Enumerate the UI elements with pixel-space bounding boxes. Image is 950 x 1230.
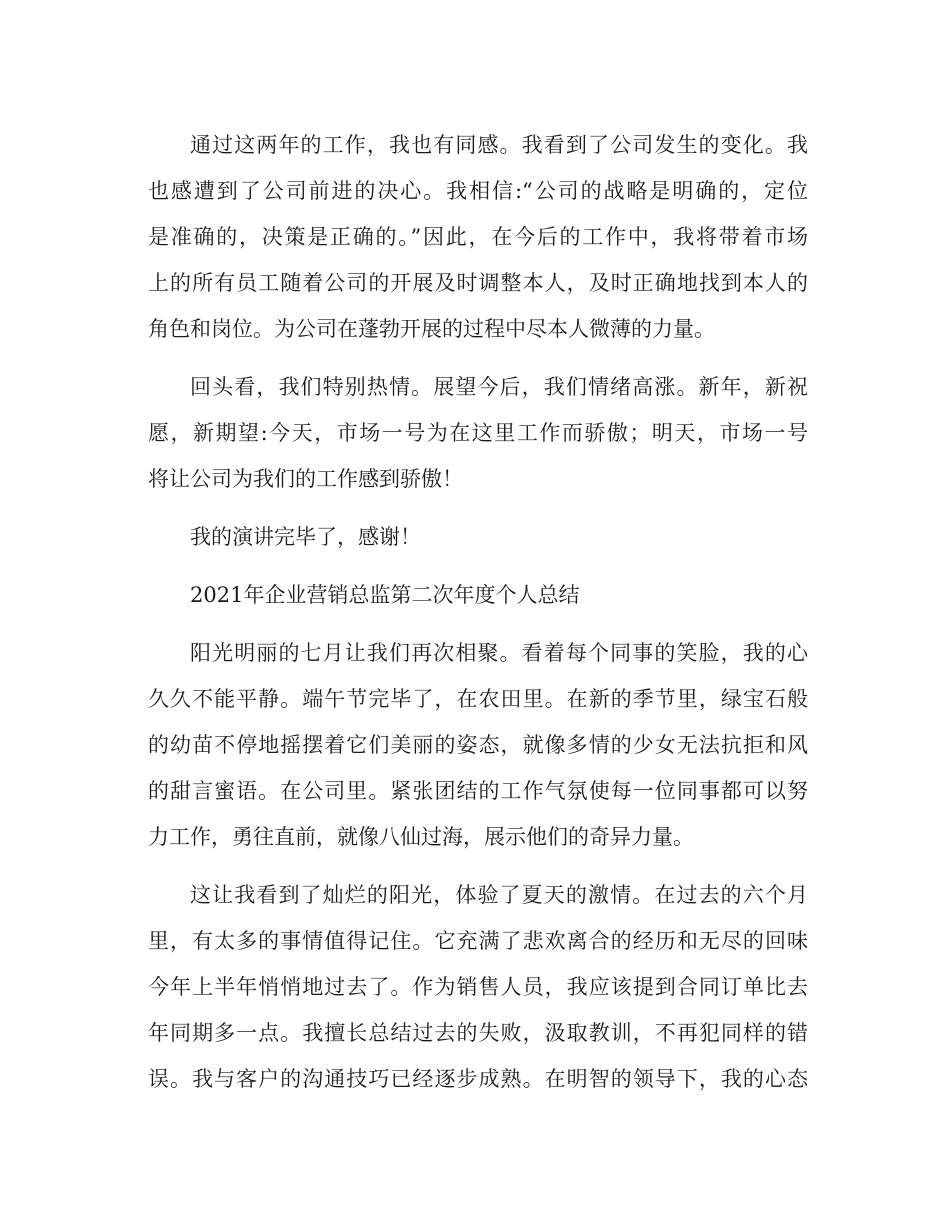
text-line: 里，有太多的事情值得记住。它充满了悲欢离合的经历和无尽的回味 [148,929,808,953]
text-line: 上的所有员工随着公司的开展及时调整本人，及时正确地找到本人的 [148,271,808,295]
text-line: 愿，新期望:今天，市场一号为在这里工作而骄傲；明天，市场一号 [148,421,808,445]
text-line: 是准确的，决策是正确的。”因此，在今后的工作中，我将带着市场 [148,225,808,249]
text-line: 也感遭到了公司前进的决心。我相信:“公司的战略是明确的，定位 [148,179,808,203]
paragraph [148,630,808,860]
document-body [148,122,808,1102]
text-line: 将让公司为我们的工作感到骄傲！ [148,467,463,491]
text-line: 的幼苗不停地摇摆着它们美丽的姿态，就像多情的少女无法抗拒和风 [148,733,808,757]
paragraph [148,364,808,502]
text-line: 回头看，我们特别热情。展望今后，我们情绪高涨。新年，新祝 [190,375,808,399]
section-title [148,572,808,618]
text-line: 今年上半年悄悄地过去了。作为销售人员，我应该提到合同订单比去 [148,975,808,999]
paragraph [148,514,808,560]
text-line: 2021年企业营销总监第二次年度个人总结 [190,583,580,607]
text-line: 我的演讲完毕了，感谢！ [190,525,421,549]
paragraph [148,872,808,1102]
text-line: 通过这两年的工作，我也有同感。我看到了公司发生的变化。我 [190,133,808,157]
text-line: 久久不能平静。端午节完毕了，在农田里。在新的季节里，绿宝石般 [148,687,808,711]
text-line: 误。我与客户的沟通技巧已经逐步成熟。在明智的领导下，我的心态 [148,1067,808,1091]
paragraph [148,122,808,352]
text-line: 的甜言蜜语。在公司里。紧张团结的工作气氛使每一位同事都可以努 [148,779,808,803]
text-line: 年同期多一点。我擅长总结过去的失败，汲取教训，不再犯同样的错 [148,1021,808,1045]
text-line: 阳光明丽的七月让我们再次相聚。看着每个同事的笑脸，我的心 [190,641,808,665]
text-line: 角色和岗位。为公司在蓬勃开展的过程中尽本人微薄的力量。 [148,317,715,341]
text-line: 这让我看到了灿烂的阳光，体验了夏天的激情。在过去的六个月 [190,883,808,907]
text-line: 力工作，勇往直前，就像八仙过海，展示他们的奇异力量。 [148,825,694,849]
